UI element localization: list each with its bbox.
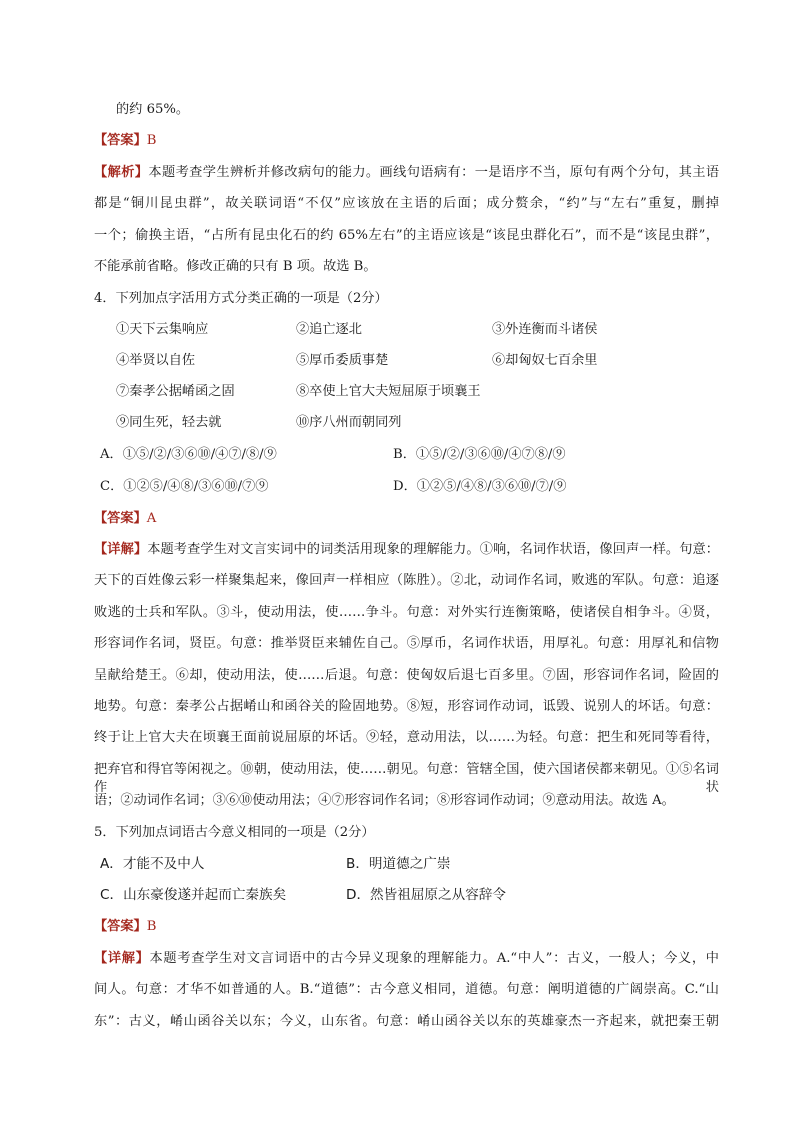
q3-answer <box>94 132 719 150</box>
q4-item: ⑨同生死，轻去就 <box>116 415 222 430</box>
q4-item: ⑩序八州而朝同列 <box>296 415 402 430</box>
answer-tag: 【答案】 <box>94 919 147 934</box>
q5-stem: 5．下列加点词语古今意义相同的一项是（2分） <box>94 825 375 840</box>
q4-option-c: C．①②⑤/④⑧/③⑥⑩/⑦⑨ <box>100 479 269 494</box>
q4-stem: 4．下列加点字活用方式分类正确的一项是（2分） <box>94 291 388 306</box>
q4-detail-line-8: 把弃官和得官等闲视之。⑩朝，使动用法，使……朝见。句意：管辖全国，使六国诸侯都来朝见。①⑤名词作状 <box>94 762 719 795</box>
q3-analysis-line-4: 不能承前省略。修改正确的只有 B 项。故选 B。 <box>94 259 377 274</box>
q4-detail-line-3: 败逃的士兵和军队。③斗，使动用法，使……争斗。句意：对外实行连衡策略，使诸侯自相争斗。④贤， <box>94 605 719 620</box>
q4-detail-line-2: 天下的百姓像云彩一样聚集起来，像回声一样相应（陈胜）。②北，动词作名词，败逃的军队。句意：追逐 <box>94 573 719 588</box>
answer-value: B <box>146 133 157 148</box>
q4-detail-line-7: 终于让上官大夫在顷襄王面前说屈原的坏话。⑨轻，意动用法，以……为轻。句意：把生和死同等看待， <box>94 730 719 745</box>
q5-option-d: D．然皆祖屈原之从容辞令 <box>346 887 506 903</box>
q5-detail-line-3: 东”：古义，崤山函谷关以东；今义，山东省。句意：崤山函谷关以东的英雄豪杰一齐起来，就把秦王朝 <box>94 1014 719 1029</box>
detail-tag: 【详解】 <box>94 542 148 557</box>
detail-tag: 【详解】 <box>94 951 150 966</box>
answer-tag: 【答案】 <box>94 511 147 526</box>
q5-option-a: A．才能不及中人 <box>100 856 205 872</box>
q4-item: ④举贤以自佐 <box>116 353 196 368</box>
q4-item: ⑤厚币委质事楚 <box>296 353 389 368</box>
q5-detail-line-1: 【详解】本题考查学生对文言词语中的古今异义现象的理解能力。A.“中人”：古义，一般人；今义，中 <box>94 951 719 966</box>
analysis-tag: 【解析】 <box>94 165 149 180</box>
q3-tail-text: 的约 65%。 <box>116 102 190 117</box>
q4-option-b: B．①⑤/②/③⑥⑩/④⑦⑧/⑨ <box>393 447 566 462</box>
q4-detail-line-5: 呈献给楚王。⑥却，使动用法，使……后退。句意：使匈奴后退七百多里。⑦固，形容词作名词，险固的 <box>94 668 719 683</box>
q5-option-c: C．山东豪俊遂并起而亡秦族矣 <box>100 887 287 903</box>
q5-answer <box>94 918 719 936</box>
q4-detail-line-4: 形容词作名词，贤臣。句意：推举贤臣来辅佐自己。⑤厚币，名词作状语，用厚礼。句意：用厚礼和信物 <box>94 636 719 651</box>
q4-detail-line-6: 地势。句意：秦孝公占据崤山和函谷关的险固地势。⑧短，形容词作动词，诋毁、说别人的坏话。句意： <box>94 699 719 714</box>
answer-value: B <box>146 919 157 934</box>
answer-value: A <box>146 511 157 526</box>
q4-item: ⑥却匈奴七百余里 <box>492 353 598 368</box>
q4-item: ②追亡逐北 <box>296 322 362 337</box>
q4-item: ①天下云集响应 <box>116 322 209 337</box>
q3-analysis-line-2: 都是“铜川昆虫群”，故关联词语“不仅”应该放在主语的后面；成分赘余，“约”与“左右”重复，删掉 <box>94 196 719 211</box>
q4-option-d: D．①②⑤/④⑧/③⑥⑩/⑦/⑨ <box>393 479 567 494</box>
q5-detail-line-2: 间人。句意：才华不如普通的人。B.“道德”：古今意义相同，道德。句意：阐明道德的广阔崇高。C.“山 <box>94 982 719 997</box>
q3-analysis-line-1: 【解析】本题考查学生辨析并修改病句的能力。画线句语病有：一是语序不当，原句有两个分句，其主语 <box>94 165 720 180</box>
q4-item: ③外连衡而斗诸侯 <box>492 322 598 337</box>
q3-analysis-line-3: 一个；偷换主语，“占所有昆虫化石的约 65%左右”的主语应该是“该昆虫群化石”，而不是“该昆虫群”， <box>94 228 719 243</box>
q4-answer <box>94 510 719 528</box>
q4-detail-line-1: 【详解】本题考查学生对文言实词中的词类活用现象的理解能力。①响，名词作状语，像回声一样。句意： <box>94 542 719 557</box>
q4-detail-line-9: 语；②动词作名词；③⑥⑩使动用法；④⑦形容词作名词；⑧形容词作动词；⑨意动用法。故选 A。 <box>94 793 675 808</box>
q4-item: ⑦秦孝公据崤函之固 <box>116 384 235 399</box>
q5-option-b: B．明道德之广崇 <box>346 856 451 872</box>
q4-option-a: A．①⑤/②/③⑥⑩/④⑦/⑧/⑨ <box>100 447 277 462</box>
answer-tag: 【答案】 <box>94 133 147 148</box>
q4-item: ⑧卒使上官大夫短屈原于顷襄王 <box>296 384 481 399</box>
